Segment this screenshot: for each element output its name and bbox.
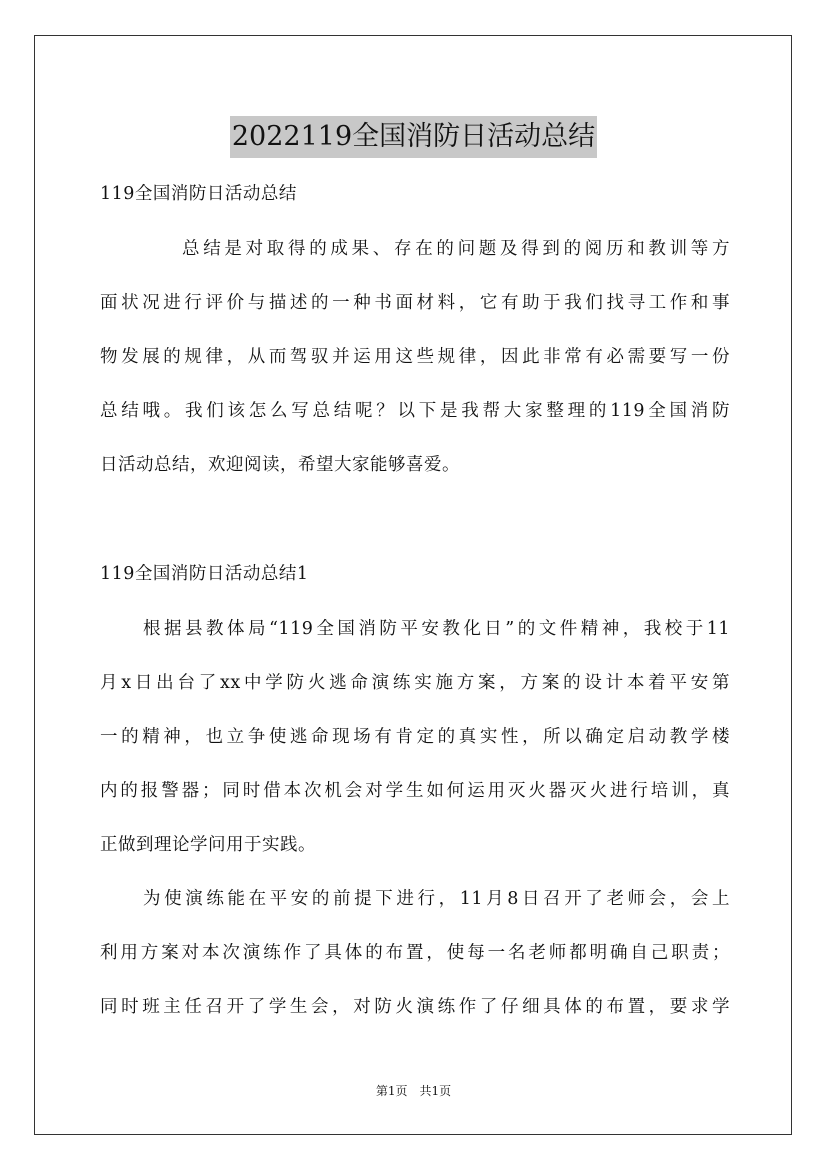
- paragraph-line: 为使演练能在平安的前提下进行，11月8日召开了老师会，会上: [143, 889, 730, 909]
- paragraph-line: 月x日出台了xx中学防火逃命演练实施方案，方案的设计本着平安第: [100, 673, 730, 693]
- document-title: 2022119全国消防日活动总结: [230, 116, 597, 158]
- paragraph-line: 一的精神，也立争使逃命现场有肯定的真实性，所以确定启动教学楼: [100, 727, 730, 747]
- intro-line: 总结哦。我们该怎么写总结呢？以下是我帮大家整理的119全国消防: [100, 401, 730, 421]
- title-container: [0, 98, 827, 176]
- intro-line: 日活动总结，欢迎阅读，希望大家能够喜爱。: [100, 455, 460, 475]
- page-indicator: 第1页 共1页: [375, 1084, 452, 1098]
- intro-line: 物发展的规律，从而驾驭并运用这些规律，因此非常有必需要写一份: [100, 347, 730, 367]
- paragraph-line: 同时班主任召开了学生会，对防火演练作了仔细具体的布置，要求学: [100, 997, 730, 1017]
- paragraph-line: 正做到理论学问用于实践。: [100, 835, 316, 855]
- intro-line: 总结是对取得的成果、存在的问题及得到的阅历和教训等方: [182, 239, 730, 259]
- subheading: 119全国消防日活动总结: [100, 184, 297, 204]
- paragraph-line: 利用方案对本次演练作了具体的布置，使每一名老师都明确自己职责；: [100, 943, 730, 963]
- paragraph-line: 内的报警器；同时借本次机会对学生如何运用灭火器灭火进行培训，真: [100, 781, 730, 801]
- paragraph-line: 根据县教体局“119全国消防平安教化日”的文件精神，我校于11: [143, 619, 730, 639]
- subheading: 119全国消防日活动总结1: [100, 564, 309, 584]
- intro-line: 面状况进行评价与描述的一种书面材料，它有助于我们找寻工作和事: [100, 293, 730, 313]
